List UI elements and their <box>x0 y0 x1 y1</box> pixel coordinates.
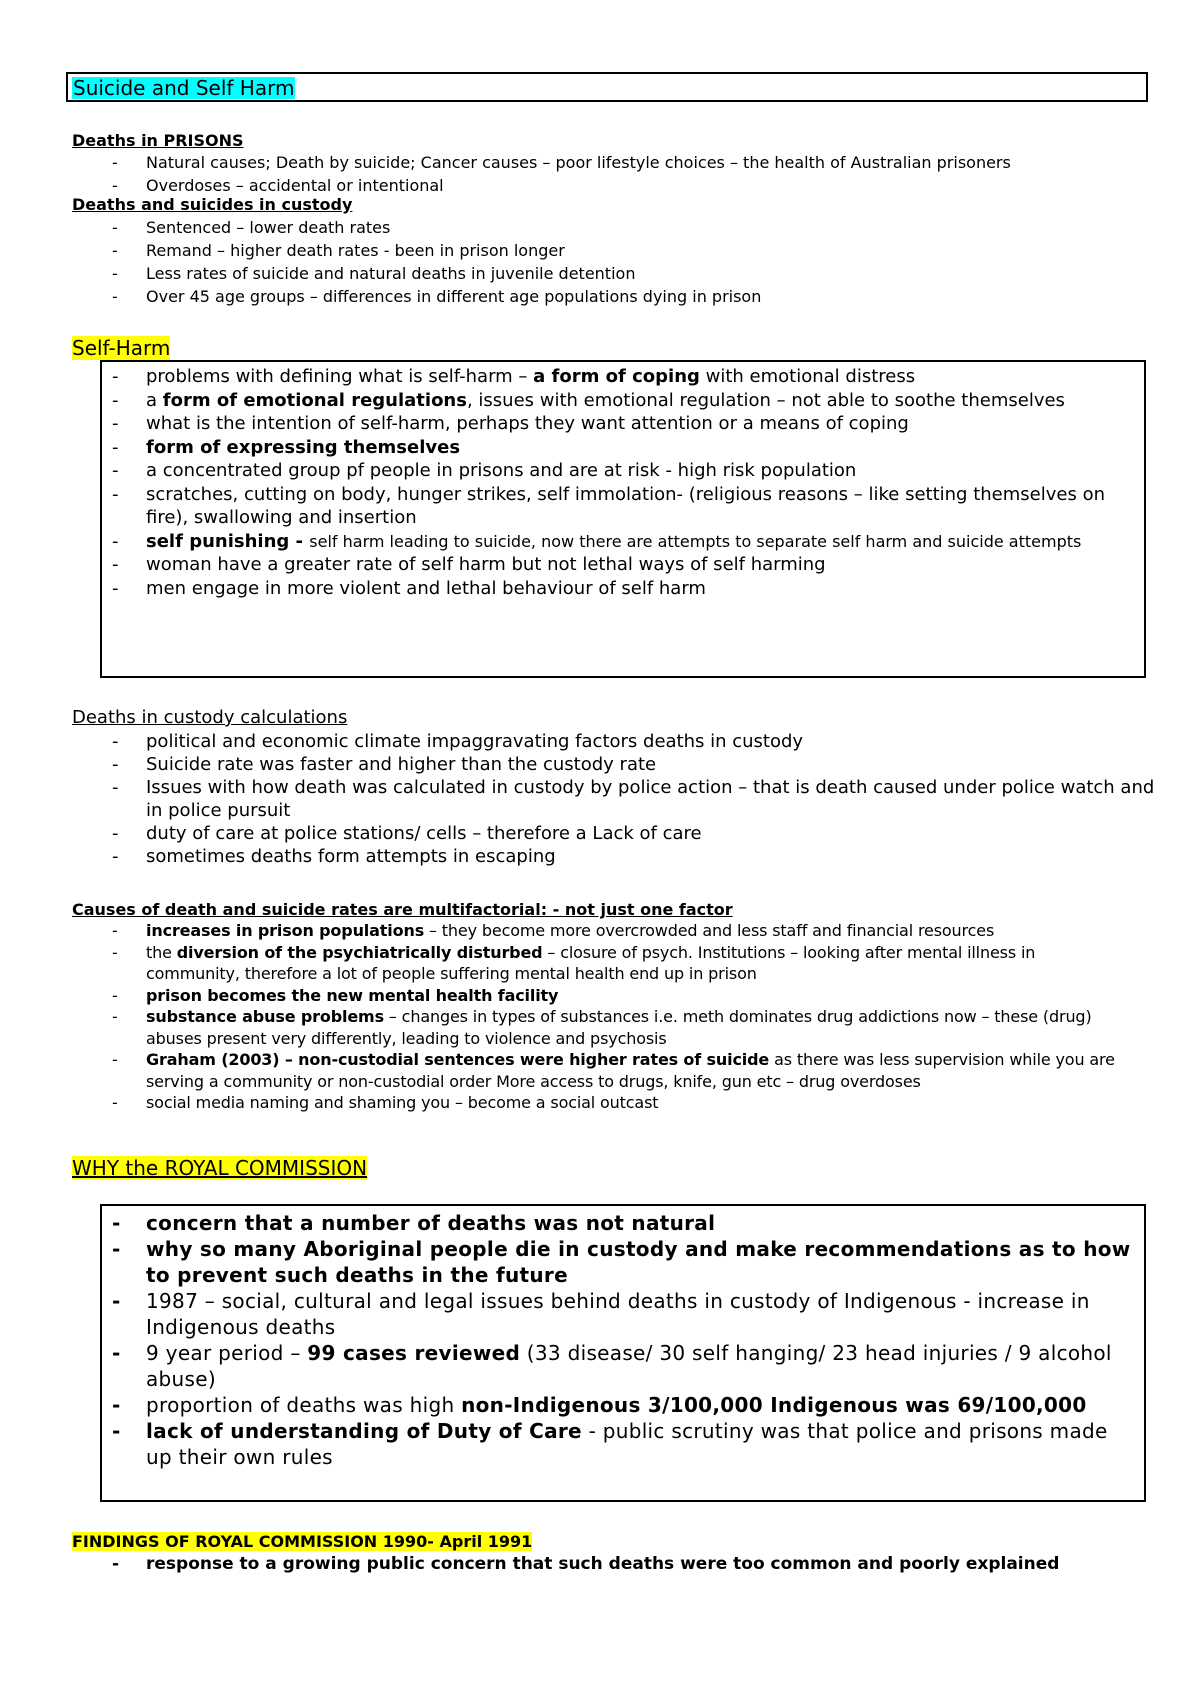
list-item: - Sentenced – lower death rates <box>72 216 1172 239</box>
list-causes <box>72 920 1132 1114</box>
list-item: - Graham (2003) – non-custodial sentences were higher rates of suicide as there was less supervision while you are serving a community or non-custodial order More access to drugs, knife, gun etc – drug overdoses <box>72 1049 1132 1092</box>
list-item: - 1987 – social, cultural and legal issues behind deaths in custody of Indigenous - increase in Indigenous deaths <box>72 1288 1132 1340</box>
heading-causes: Causes of death and suicide rates are multifactorial: - not just one factor <box>72 900 733 919</box>
list-deaths-suicides-custody <box>72 216 1172 308</box>
document-title: Suicide and Self Harm <box>73 76 295 100</box>
list-item: - Suicide rate was faster and higher than the custody rate <box>72 753 1172 776</box>
list-item: - substance abuse problems – changes in types of substances i.e. meth dominates drug addictions now – these (drug) abuses present very differently, leading to violence and psychosis <box>72 1006 1132 1049</box>
list-item: - a concentrated group pf people in prisons and are at risk - high risk population <box>72 459 1112 483</box>
list-item: - the diversion of the psychiatrically disturbed – closure of psych. Institutions – looking after mental illness in community, therefore a lot of people suffering mental health end up in prison <box>72 942 1132 985</box>
list-item: - Natural causes; Death by suicide; Cancer causes – poor lifestyle choices – the health of Australian prisoners <box>72 151 1172 174</box>
heading-deaths-in-prisons: Deaths in PRISONS <box>72 131 244 150</box>
list-item: - Less rates of suicide and natural deaths in juvenile detention <box>72 262 1172 285</box>
heading-findings <box>72 1532 532 1552</box>
list-item: - proportion of deaths was high non-Indigenous 3/100,000 Indigenous was 69/100,000 <box>72 1392 1132 1418</box>
heading-custody-calculations: Deaths in custody calculations <box>72 707 348 728</box>
list-item: - response to a growing public concern that such deaths were too common and poorly explained <box>72 1553 1182 1576</box>
list-item: - Over 45 age groups – differences in different age populations dying in prison <box>72 285 1172 308</box>
list-item: - why so many Aboriginal people die in custody and make recommendations as to how to prevent such deaths in the future <box>72 1236 1132 1288</box>
list-royal-commission <box>72 1210 1132 1470</box>
list-item: - men engage in more violent and lethal behaviour of self harm <box>72 577 1112 601</box>
list-item: - woman have a greater rate of self harm but not lethal ways of self harming <box>72 553 1112 577</box>
list-item: - duty of care at police stations/ cells – therefore a Lack of care <box>72 822 1172 845</box>
title-box <box>66 72 1148 102</box>
list-item: - increases in prison populations – they become more overcrowded and less staff and financial resources <box>72 920 1132 942</box>
list-deaths-in-prisons <box>72 151 1172 197</box>
list-findings <box>72 1553 1182 1576</box>
list-item: - problems with defining what is self-harm – a form of coping with emotional distress <box>72 365 1112 389</box>
heading-self-harm-text: Self-Harm <box>72 336 171 360</box>
heading-deaths-suicides-custody: Deaths and suicides in custody <box>72 195 353 214</box>
list-item: - political and economic climate impaggravating factors deaths in custody <box>72 730 1172 753</box>
list-item: - Issues with how death was calculated in custody by police action – that is death caused under police watch and in police pursuit <box>72 776 1166 822</box>
list-item: - scratches, cutting on body, hunger strikes, self immolation- (religious reasons – like setting themselves on fire), swallowing and insertion <box>72 483 1112 530</box>
list-item: - concern that a number of deaths was not natural <box>72 1210 1132 1236</box>
list-item: - Overdoses – accidental or intentional <box>72 174 1172 197</box>
list-item: - 9 year period – 99 cases reviewed (33 disease/ 30 self hanging/ 23 head injuries / 9 alcohol abuse) <box>72 1340 1132 1392</box>
heading-royal-commission-text: WHY the ROYAL COMMISSION <box>72 1156 368 1180</box>
heading-self-harm <box>72 336 170 360</box>
list-self-harm <box>72 365 1112 600</box>
list-custody-calculations <box>72 730 1172 868</box>
list-item: - sometimes deaths form attempts in escaping <box>72 845 1172 868</box>
list-item: - what is the intention of self-harm, perhaps they want attention or a means of coping <box>72 412 1112 436</box>
heading-findings-text: FINDINGS OF ROYAL COMMISSION 1990- April 1991 <box>72 1532 533 1551</box>
list-item: - lack of understanding of Duty of Care - public scrutiny was that police and prisons made up their own rules <box>72 1418 1132 1470</box>
list-item: - prison becomes the new mental health facility <box>72 985 1132 1007</box>
list-item: - Remand – higher death rates - been in prison longer <box>72 239 1172 262</box>
heading-royal-commission <box>72 1156 367 1180</box>
list-item: - form of expressing themselves <box>72 436 1112 460</box>
list-item: - social media naming and shaming you – become a social outcast <box>72 1092 1132 1114</box>
list-item: - a form of emotional regulations, issues with emotional regulation – not able to soothe themselves <box>72 389 1112 413</box>
list-item: - self punishing - self harm leading to suicide, now there are attempts to separate self harm and suicide attempts <box>72 530 1112 554</box>
